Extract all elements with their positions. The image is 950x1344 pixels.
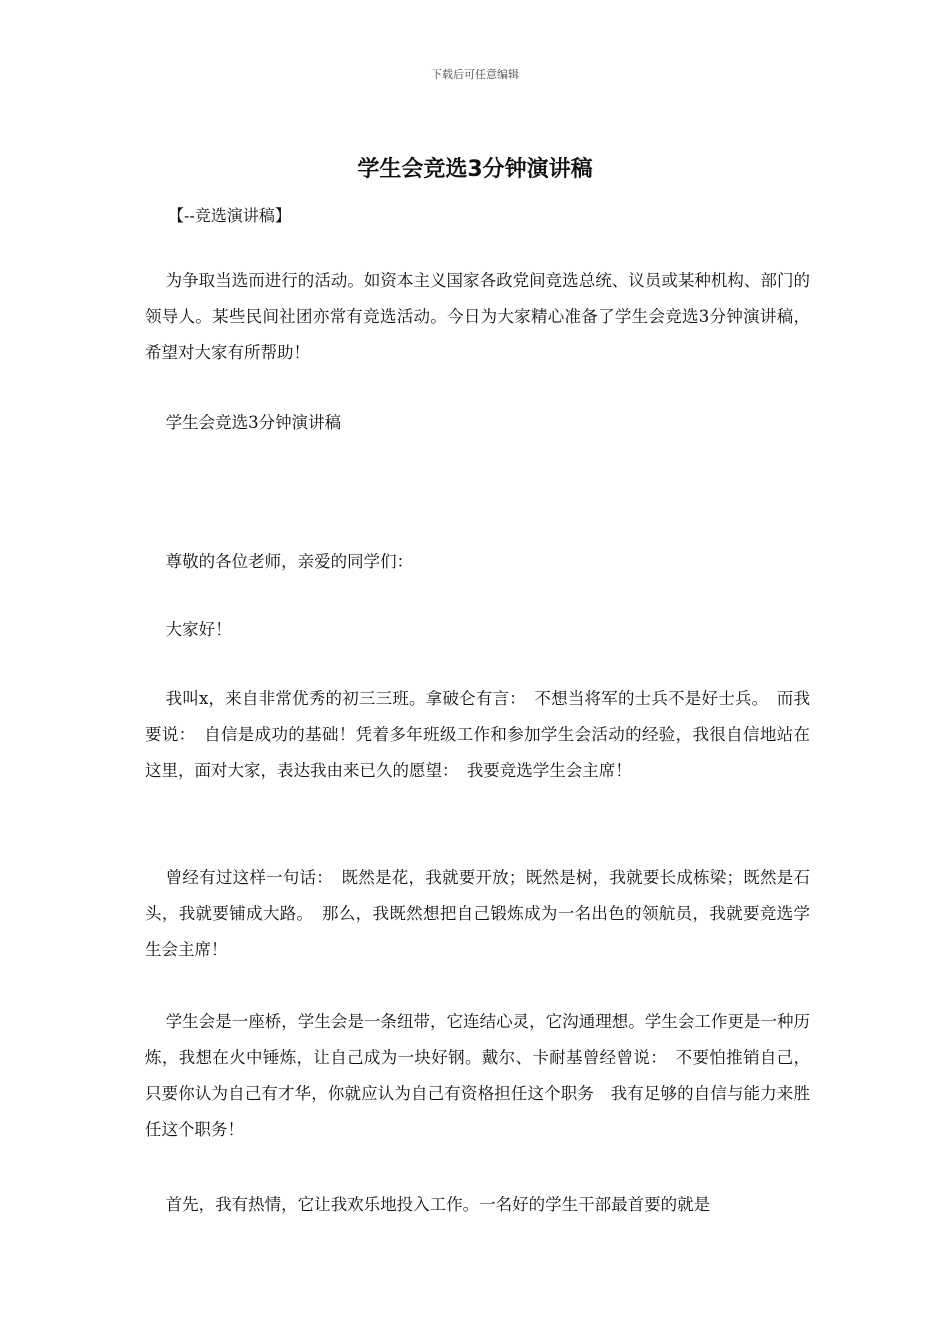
hello-line: 大家好！ bbox=[165, 620, 232, 639]
body-paragraph-1-block bbox=[145, 681, 810, 789]
body-paragraph: 我叫x，来自非常优秀的初三三班。拿破仑有言： 不想当将军的士兵不是好士兵。 而我要说： 自信是成功的基础！凭着多年班级工作和参加学生会活动的经验，我很自信地站在这里，面对大家，表达我由来已久的愿望： 我要竞选学生会主席！ bbox=[145, 689, 810, 780]
body-paragraph-3-block bbox=[145, 1004, 810, 1148]
intro-paragraph: 为争取当选而进行的活动。如资本主义国家各政党间竞选总统、议员或某种机构、部门的领导人。某些民间社团亦常有竞选活动。今日为大家精心准备了学生会竞选3分钟演讲稿，希望对大家有所帮助！ bbox=[145, 271, 810, 362]
subtitle-line: 学生会竞选3分钟演讲稿 bbox=[165, 413, 342, 432]
body-paragraph-2-block bbox=[145, 860, 810, 968]
greeting-block bbox=[145, 544, 810, 580]
intro-paragraph-block bbox=[145, 263, 810, 371]
category-label: 【--竞选演讲稿】 bbox=[168, 206, 291, 225]
header-note: 下载后可任意编辑 bbox=[431, 68, 519, 81]
body-paragraph: 首先，我有热情，它让我欢乐地投入工作。一名好的学生干部最首要的就是 bbox=[165, 1195, 711, 1214]
subtitle-block bbox=[145, 405, 810, 441]
body-paragraph-4-block bbox=[145, 1187, 810, 1223]
salutation-line: 尊敬的各位老师，亲爱的同学们： bbox=[165, 552, 414, 571]
document-title: 学生会竞选3分钟演讲稿 bbox=[357, 157, 593, 182]
body-paragraph: 学生会是一座桥，学生会是一条纽带，它连结心灵，它沟通理想。学生会工作更是一种历炼，我想在火中锤炼，让自己成为一块好钢。戴尔、卡耐基曾经曾说： 不要怕推销自己，只要你认为自己有才华，你就应认为自己有资格担任这个职务 我有足够的自信与能力来胜任这个职务！ bbox=[145, 1012, 810, 1139]
hello-block bbox=[145, 612, 810, 648]
body-paragraph: 曾经有过这样一句话： 既然是花，我就要开放；既然是树，我就要长成栋梁；既然是石头，我就要铺成大路。 那么，我既然想把自己锻炼成为一名出色的领航员，我就要竞选学生会主席！ bbox=[145, 868, 810, 959]
